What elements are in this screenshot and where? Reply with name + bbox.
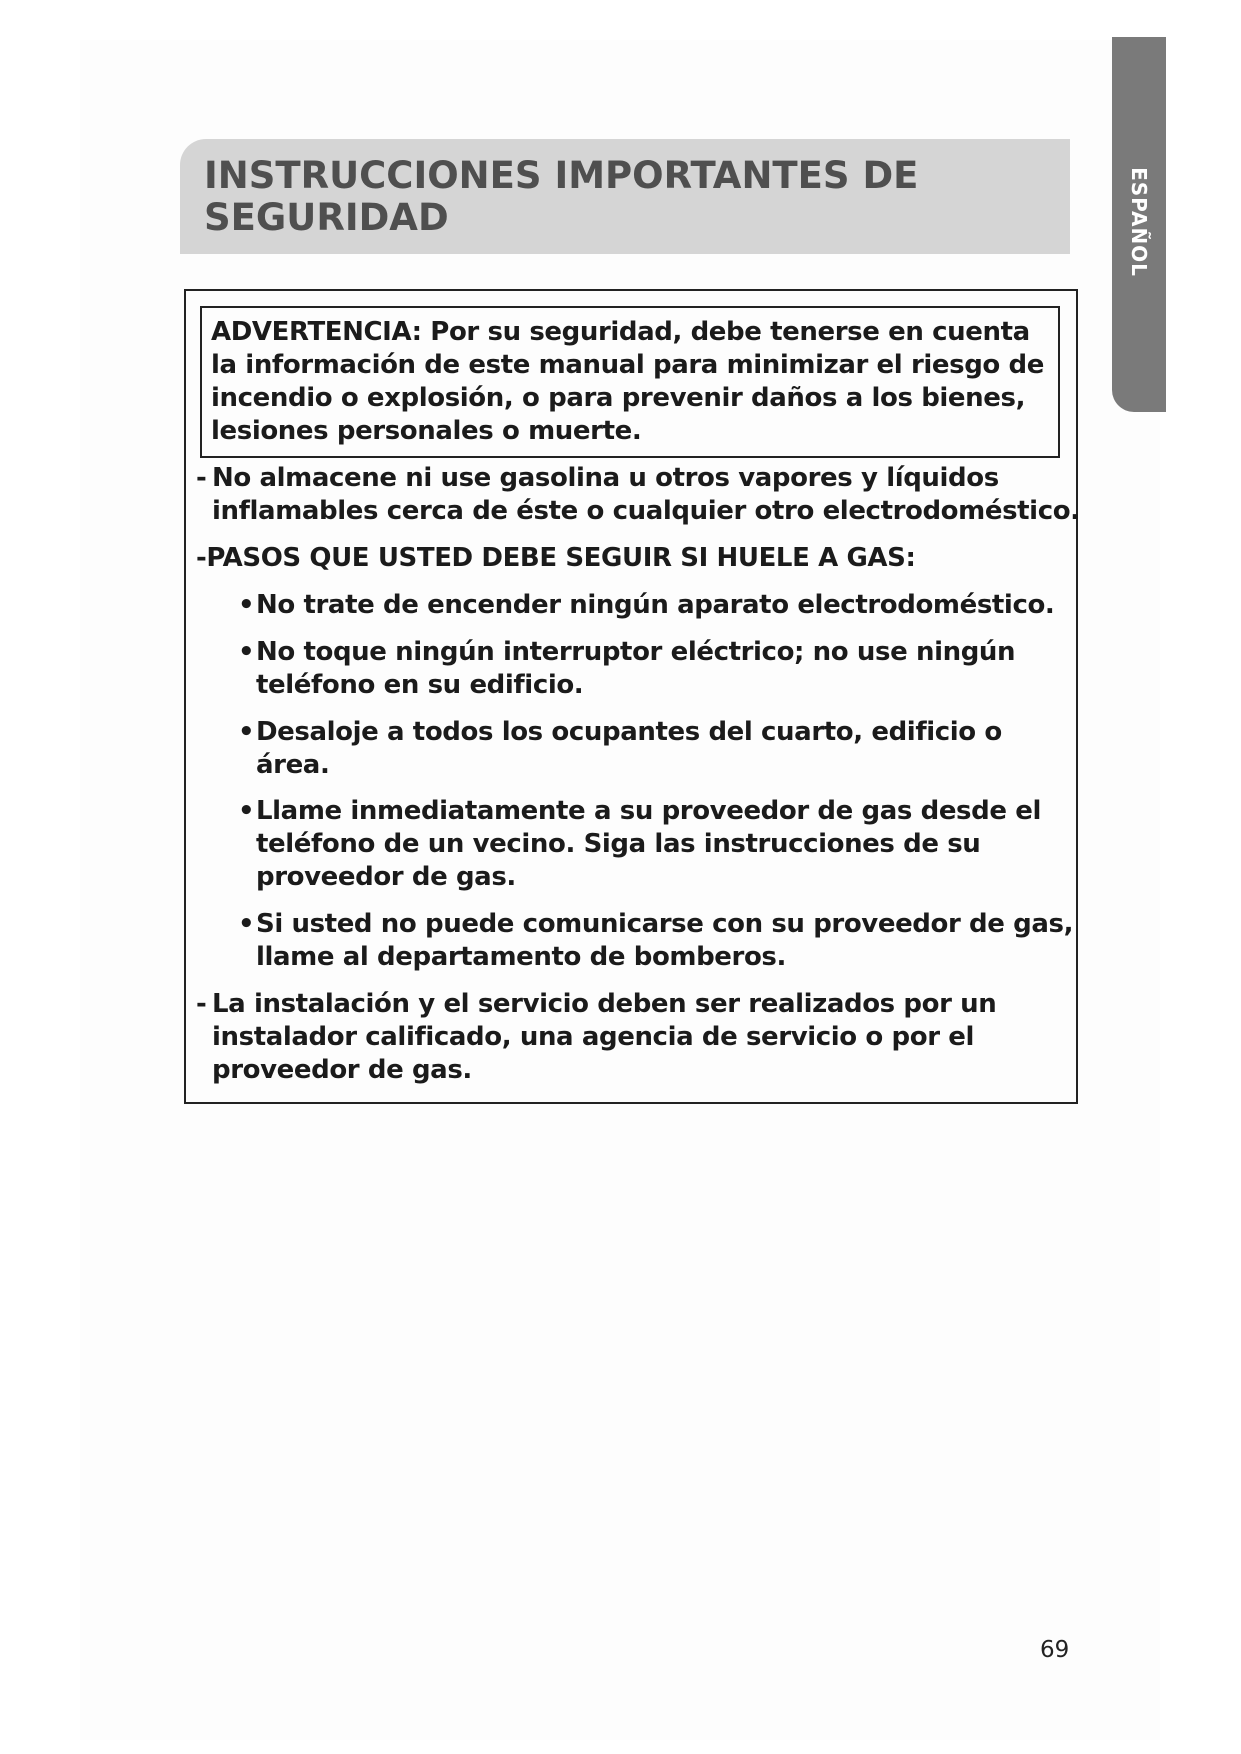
bullet-marker: • [238,590,255,620]
language-tab [1112,37,1166,412]
bullet-text: Desaloje a todos los ocupantes del cuarto, edificio o área. [256,717,1002,780]
warning-box [200,306,1060,458]
no-store-text: No almacene ni use gasolina u otros vapores y líquidos inflamables cerca de éste o cualquier otro electrodoméstico. [212,463,1080,526]
section-header [180,139,1070,254]
language-tab-label: ESPAÑOL [1127,167,1151,277]
installation-text: La instalación y el servicio deben ser realizados por un instalador calificado, una agencia de servicio o por el proveedor de gas. [212,989,997,1085]
bullet-marker: • [238,637,255,667]
bullet-item [238,795,1078,894]
page-number: 69 [1040,1637,1070,1663]
page-title: INSTRUCCIONES IMPORTANTES DE SEGURIDAD [204,154,919,239]
no-store-item [196,462,1106,528]
dash-marker: - [196,463,207,493]
bullet-item [238,589,1078,622]
bullet-item [238,716,1078,782]
installation-item [196,988,1106,1087]
bullet-text: No toque ningún interruptor eléctrico; no use ningún teléfono en su edificio. [256,637,1016,700]
bullet-text: Si usted no puede comunicarse con su proveedor de gas, llame al departamento de bomberos. [256,909,1074,972]
bullet-marker: • [238,909,255,939]
gas-steps-heading: -PASOS QUE USTED DEBE SEGUIR SI HUELE A GAS: [196,543,916,573]
dash-marker: - [196,989,207,1019]
warning-text: ADVERTENCIA: Por su seguridad, debe tenerse en cuenta la información de este manual para minimizar el riesgo de incendio o explosión, o para prevenir daños a los bienes, lesiones personales o muerte. [211,317,1044,446]
bullet-text: No trate de encender ningún aparato electrodoméstico. [256,590,1055,620]
bullet-text: Llame inmediatamente a su proveedor de gas desde el teléfono de un vecino. Siga las instrucciones de su proveedor de gas. [256,796,1041,892]
bullet-marker: • [238,717,255,747]
bullet-item [238,908,1078,974]
bullet-marker: • [238,796,255,826]
bullet-item [238,636,1078,702]
